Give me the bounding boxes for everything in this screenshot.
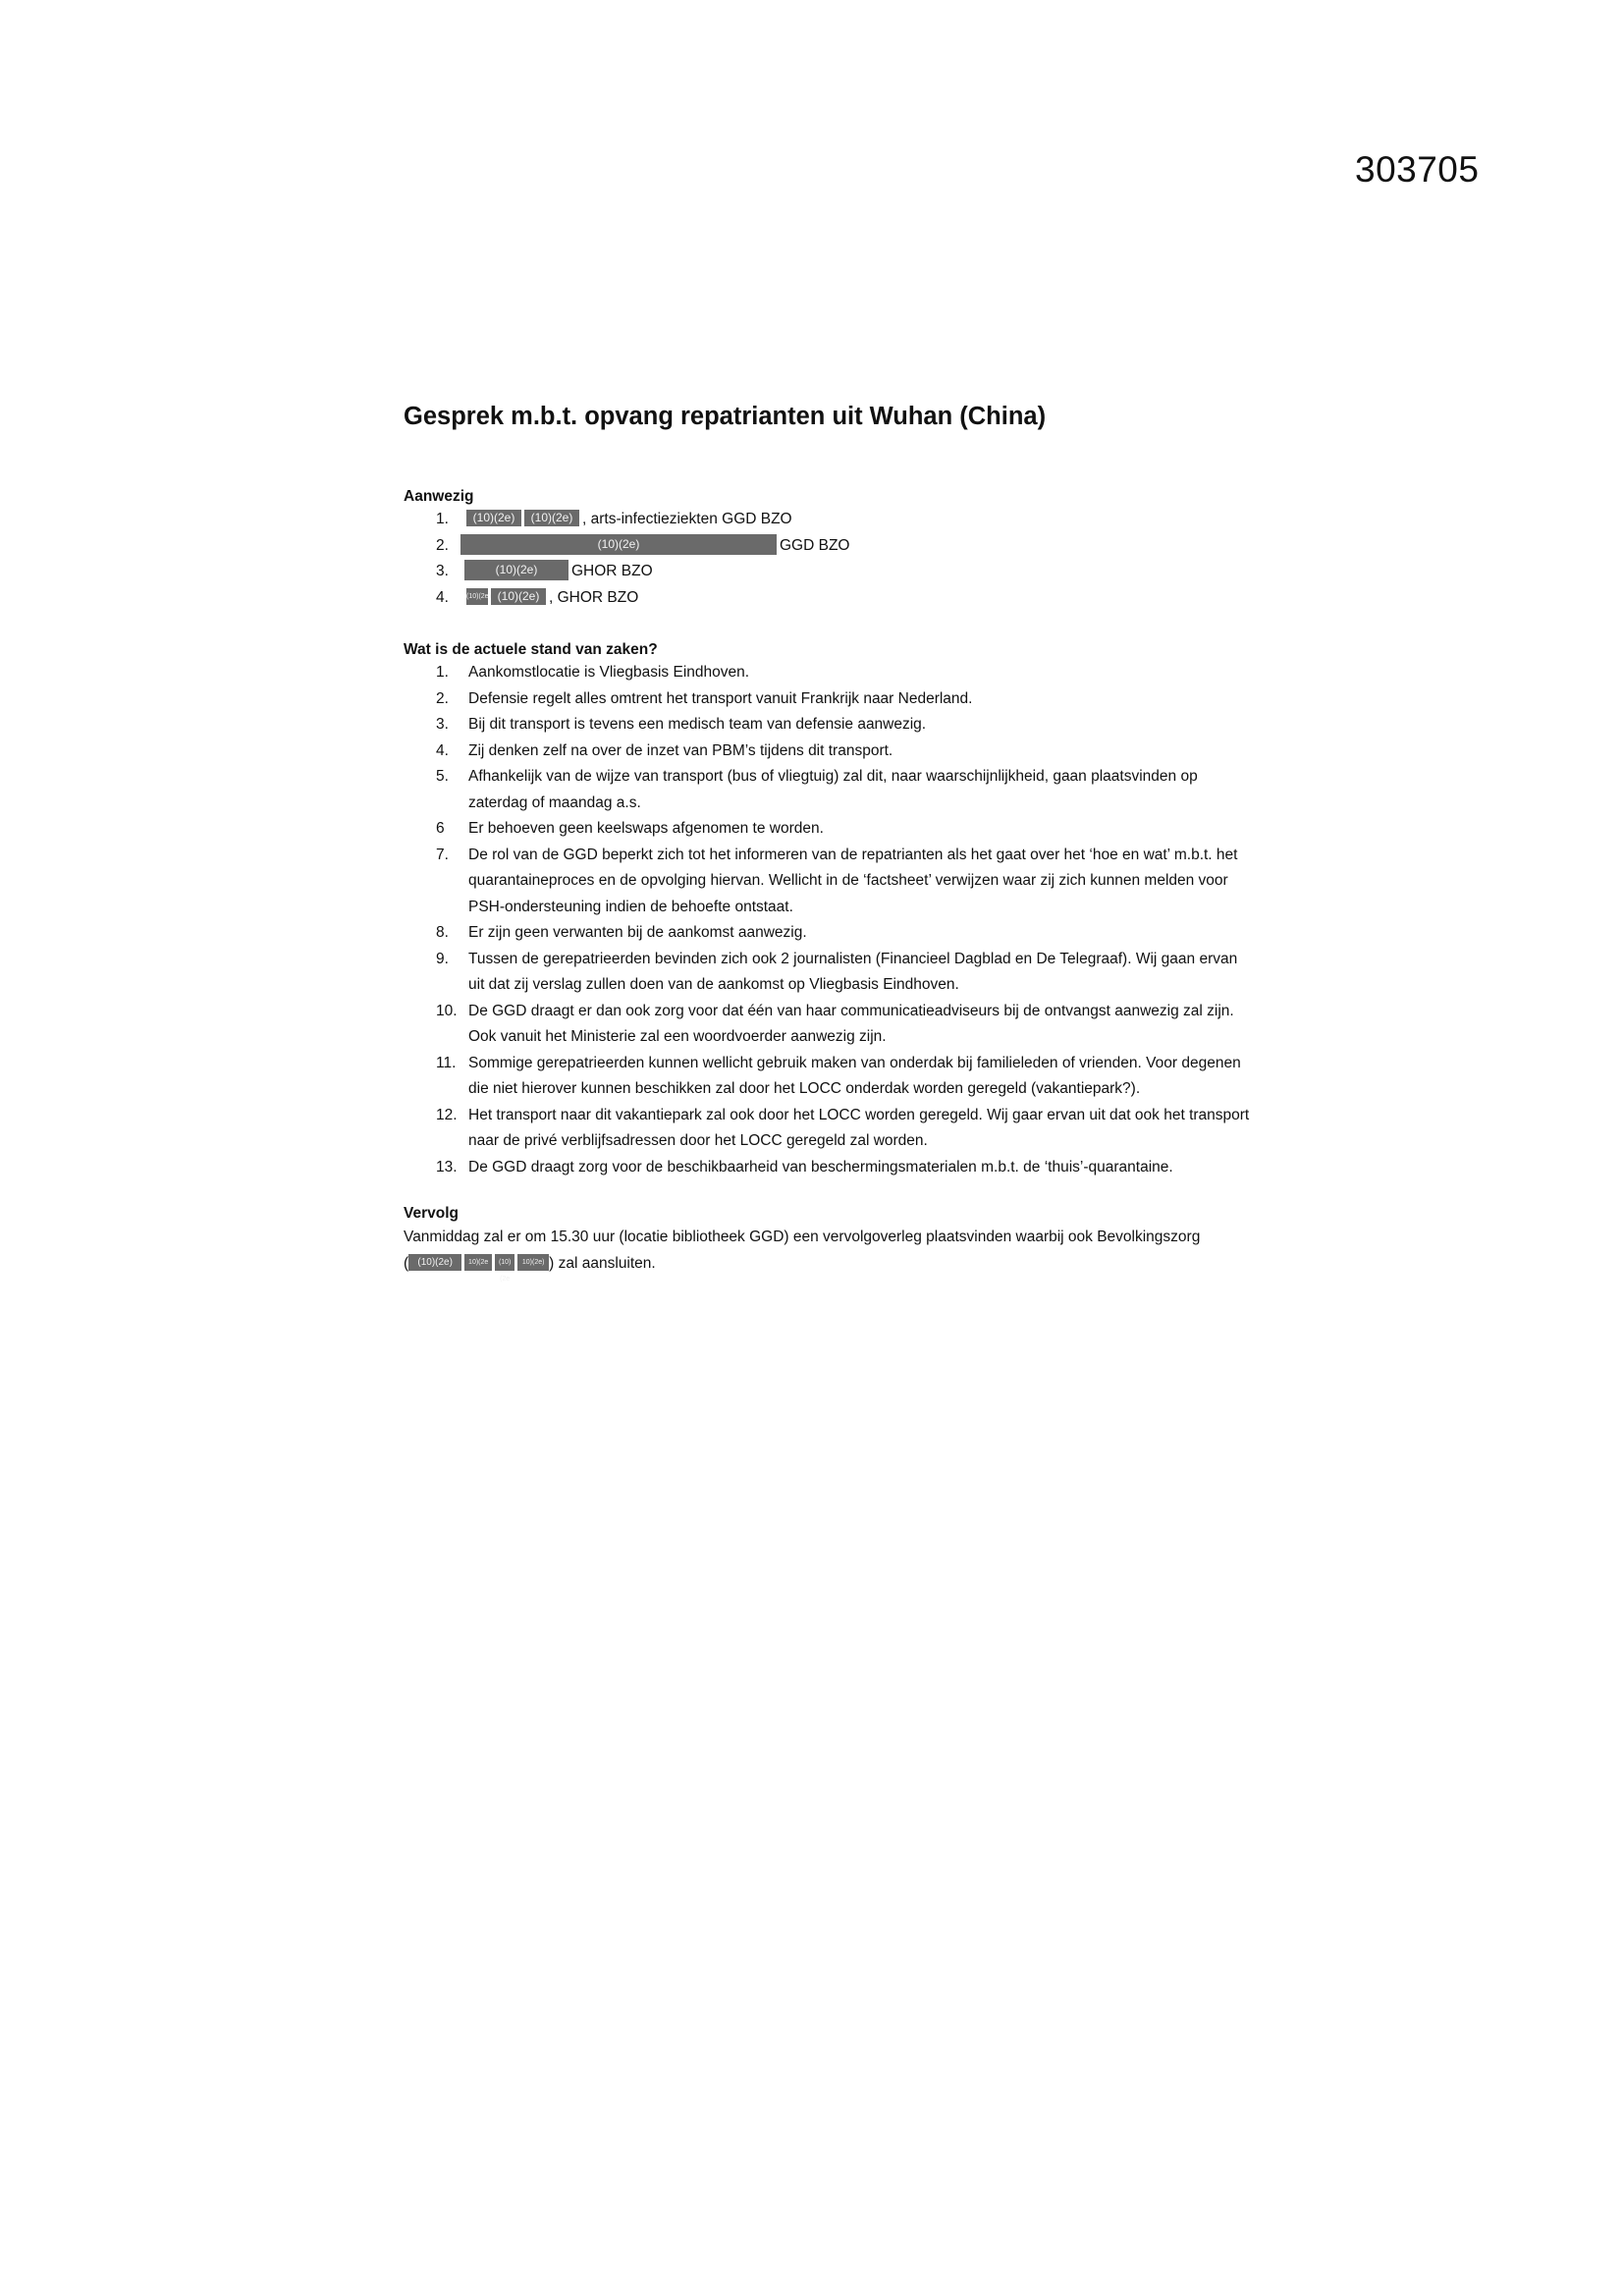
- status-list: [404, 660, 1268, 1180]
- list-item-text: Afhankelijk van de wijze van transport (bus of vliegtuig) zal dit, naar waarschijnlijkheid, gaan plaatsvinden op zaterdag of maandag a.s.: [468, 768, 1198, 811]
- list-item-text: De rol van de GGD beperkt zich tot het informeren van de repatrianten als het gaat over het ‘hoe en wat’ m.b.t. het quarantaineproces en de opvolging hiervan. Wellicht in de ‘factsheet’ verwijzen waar zij zich kunnen melden voor PSH-ondersteuning indien de behoefte ontstaat.: [468, 846, 1238, 915]
- list-item: [404, 999, 1254, 1051]
- redaction-block: (10)(2e): [524, 510, 579, 526]
- list-item-text: Er zijn geen verwanten bij de aankomst aanwezig.: [468, 924, 807, 941]
- list-item: [404, 920, 1254, 947]
- redaction-block: (10)(2e): [491, 588, 546, 605]
- list-item-text: Het transport naar dit vakantiepark zal ook door het LOCC worden geregeld. Wij gaar ervan uit dat ook het transport naar de privé verblijfsadressen door het LOCC geregeld zal worden.: [468, 1106, 1250, 1149]
- attendee-item: [404, 507, 1268, 533]
- list-number: 9.: [436, 950, 449, 967]
- list-item-text: De GGD draagt zorg voor de beschikbaarheid van beschermingsmaterialen m.b.t. de ‘thuis’-quarantaine.: [468, 1158, 1173, 1175]
- list-number: 13.: [436, 1158, 458, 1175]
- vervolg-text-before: Vanmiddag zal er om 15.30 uur (locatie bibliotheek GGD) een vervolgoverleg plaatsvinden waarbij ook Bevolkingszorg (: [404, 1229, 1201, 1272]
- list-number: 2.: [436, 689, 449, 707]
- redaction-block: (10)(2e): [466, 510, 521, 526]
- list-number: 3.: [436, 716, 449, 733]
- list-number: 4.: [436, 588, 449, 606]
- document-number: 303705: [1355, 149, 1480, 190]
- attendee-item: [404, 533, 1268, 560]
- list-number: 1.: [436, 511, 449, 527]
- list-number: 5.: [436, 768, 449, 785]
- list-number: 11.: [436, 1054, 457, 1071]
- list-item: [404, 1155, 1254, 1181]
- list-item-text: Defensie regelt alles omtrent het transport vanuit Frankrijk naar Nederland.: [468, 689, 973, 707]
- vervolg-text-after: ) zal aansluiten.: [549, 1255, 656, 1272]
- list-item: [404, 686, 1254, 713]
- section-heading-vervolg: Vervolg: [404, 1205, 459, 1222]
- redaction-block: (10)(2e: [495, 1254, 514, 1271]
- document-title: Gesprek m.b.t. opvang repatrianten uit Wuhan (China): [404, 403, 1047, 430]
- redaction-block: 10)(2e: [464, 1254, 492, 1271]
- attendee-list: [404, 507, 1268, 611]
- attendee-item: [404, 585, 1268, 612]
- redaction-block: (10)(2e): [460, 534, 777, 555]
- list-item: [404, 738, 1254, 765]
- redaction-block: (10)(2e): [408, 1254, 461, 1271]
- list-item: [404, 947, 1254, 999]
- list-number: 2.: [436, 536, 449, 554]
- list-item-text: Er behoeven geen keelswaps afgenomen te worden.: [468, 820, 824, 837]
- list-item-text: Tussen de gerepatrieerden bevinden zich ook 2 journalisten (Financieel Dagblad en De Telegraaf). Wij gaan ervan uit dat zij verslag zullen doen van de aankomst op Vliegbasis Eindhoven.: [468, 950, 1238, 993]
- list-item-text: Aankomstlocatie is Vliegbasis Eindhoven.: [468, 664, 750, 681]
- section-heading-stand: Wat is de actuele stand van zaken?: [404, 641, 658, 658]
- list-item-text: Bij dit transport is tevens een medisch team van defensie aanwezig.: [468, 716, 927, 733]
- attendee-text: GGD BZO: [780, 536, 850, 554]
- list-item: [404, 660, 1254, 686]
- attendee-item: [404, 559, 1268, 585]
- list-number: 12.: [436, 1106, 458, 1123]
- document-body: [404, 401, 1268, 1284]
- list-item: [404, 816, 1254, 843]
- vervolg-paragraph: [404, 1224, 1209, 1284]
- list-number: 10.: [436, 1002, 458, 1019]
- list-number: 8.: [436, 924, 449, 941]
- list-number: 1.: [436, 664, 449, 681]
- list-number: 3.: [436, 563, 449, 579]
- list-item-text: Sommige gerepatrieerden kunnen wellicht gebruik maken van onderdak bij familieleden of vrienden. Voor degenen die niet hierover kunnen beschikken zal door het LOCC onderdak worden geregeld (vakantiepark?).: [468, 1054, 1241, 1097]
- attendee-text: GHOR BZO: [571, 563, 653, 579]
- redaction-block: 10)(2e): [517, 1254, 549, 1271]
- attendee-text: , arts-infectieziekten GGD BZO: [582, 511, 792, 527]
- section-heading-aanwezig: Aanwezig: [404, 488, 474, 505]
- list-number: 6: [436, 820, 445, 837]
- list-item: [404, 712, 1254, 738]
- attendee-text: , GHOR BZO: [549, 588, 639, 606]
- redaction-block: (10)(2e): [464, 560, 568, 580]
- list-item-text: Zij denken zelf na over de inzet van PBM’s tijdens dit transport.: [468, 741, 893, 759]
- list-item: [404, 764, 1254, 816]
- list-item-text: De GGD draagt er dan ook zorg voor dat één van haar communicatieadviseurs bij de ontvangst aanwezig zal zijn. Ook vanuit het Ministerie zal een woordvoerder aanwezig zijn.: [468, 1002, 1234, 1045]
- list-number: 7.: [436, 846, 449, 863]
- list-item: [404, 1051, 1254, 1103]
- list-item: [404, 843, 1254, 921]
- list-number: 4.: [436, 741, 449, 759]
- list-item: [404, 1103, 1254, 1155]
- redaction-block: (10)(2e): [466, 588, 488, 605]
